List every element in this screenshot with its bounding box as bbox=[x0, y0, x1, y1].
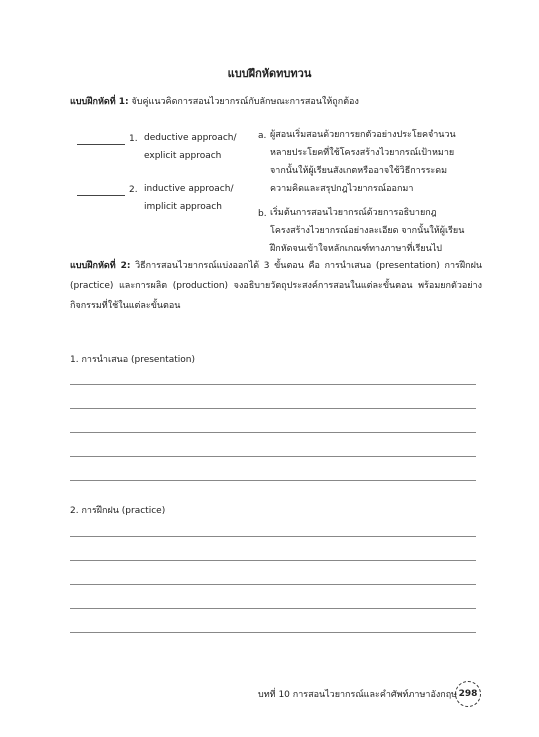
option-line: ความคิดและสรุปกฎไวยากรณ์ออกมา bbox=[270, 184, 414, 194]
section-practice-label: 2. การฝึกฝน (practice) bbox=[70, 506, 166, 516]
answer-line[interactable] bbox=[70, 560, 476, 561]
answer-line[interactable] bbox=[70, 536, 476, 537]
answer-blank-1[interactable] bbox=[77, 134, 125, 145]
term-line: explicit approach bbox=[144, 151, 222, 161]
item-term bbox=[144, 180, 233, 216]
option-line: จากนั้นให้ผู้เรียนสังเกตหรืออาจใช้วิธีการระดม bbox=[270, 166, 448, 176]
option-line: เริ่มต้นการสอนไวยากรณ์ด้วยการอธิบายกฎ bbox=[270, 208, 437, 218]
option-text bbox=[270, 204, 485, 258]
answer-line[interactable] bbox=[70, 584, 476, 585]
answer-line[interactable] bbox=[70, 408, 476, 409]
section-presentation-label: 1. การนำเสนอ (presentation) bbox=[70, 355, 195, 365]
item-number: 1. bbox=[129, 134, 138, 144]
option-line: โครงสร้างไวยากรณ์อย่างละเอียด จากนั้นให้ผู้เรียน bbox=[270, 226, 465, 236]
page-number: 298 bbox=[455, 681, 481, 707]
option-letter: a. bbox=[258, 131, 267, 141]
answer-line[interactable] bbox=[70, 432, 476, 433]
item-term bbox=[144, 129, 237, 165]
term-line: deductive approach/ bbox=[144, 133, 237, 143]
exercise-2-heading bbox=[70, 256, 482, 316]
exercise-2-label: แบบฝึกหัดที่ 2: bbox=[70, 261, 131, 271]
term-line: implicit approach bbox=[144, 202, 222, 212]
answer-line[interactable] bbox=[70, 632, 476, 633]
option-letter: b. bbox=[258, 209, 267, 219]
chapter-footer: บทที่ 10 การสอนไวยากรณ์และคำศัพท์ภาษาอังกฤษ bbox=[258, 690, 458, 700]
answer-blank-2[interactable] bbox=[77, 185, 125, 196]
answer-line[interactable] bbox=[70, 456, 476, 457]
exercise-1-instruction: จับคู่แนวคิดการสอนไวยากรณ์กับลักษณะการสอนให้ถูกต้อง bbox=[131, 97, 359, 107]
option-line: หลายประโยคที่ใช้โครงสร้างไวยากรณ์เป้าหมาย bbox=[270, 148, 455, 158]
exercise-2-instruction: วิธีการสอนไวยากรณ์แบ่งออกได้ 3 ขั้นตอน คือ การนำเสนอ (presentation) การฝึกฝน (practice) และการผลิต (production) จงอธิบายวัตถุประสงค์การสอนในแต่ละขั้นตอน พร้อมยกตัวอย่างกิจกรรมที่ใช้ในแต่ละขั้นตอน bbox=[70, 261, 483, 311]
answer-line[interactable] bbox=[70, 608, 476, 609]
option-text bbox=[270, 126, 485, 198]
exercise-1-heading bbox=[70, 94, 359, 110]
page-title: แบบฝึกหัดทบทวน bbox=[227, 67, 312, 80]
item-number: 2. bbox=[129, 185, 138, 195]
answer-line[interactable] bbox=[70, 480, 476, 481]
option-line: ฝึกหัดจนเข้าใจหลักเกณฑ์ทางภาษาที่เรียนไป bbox=[270, 244, 442, 254]
option-line: ผู้สอนเริ่มสอนด้วยการยกตัวอย่างประโยคจำนวน bbox=[270, 130, 456, 140]
exercise-1-label: แบบฝึกหัดที่ 1: bbox=[70, 97, 129, 107]
term-line: inductive approach/ bbox=[144, 184, 234, 194]
answer-line[interactable] bbox=[70, 384, 476, 385]
